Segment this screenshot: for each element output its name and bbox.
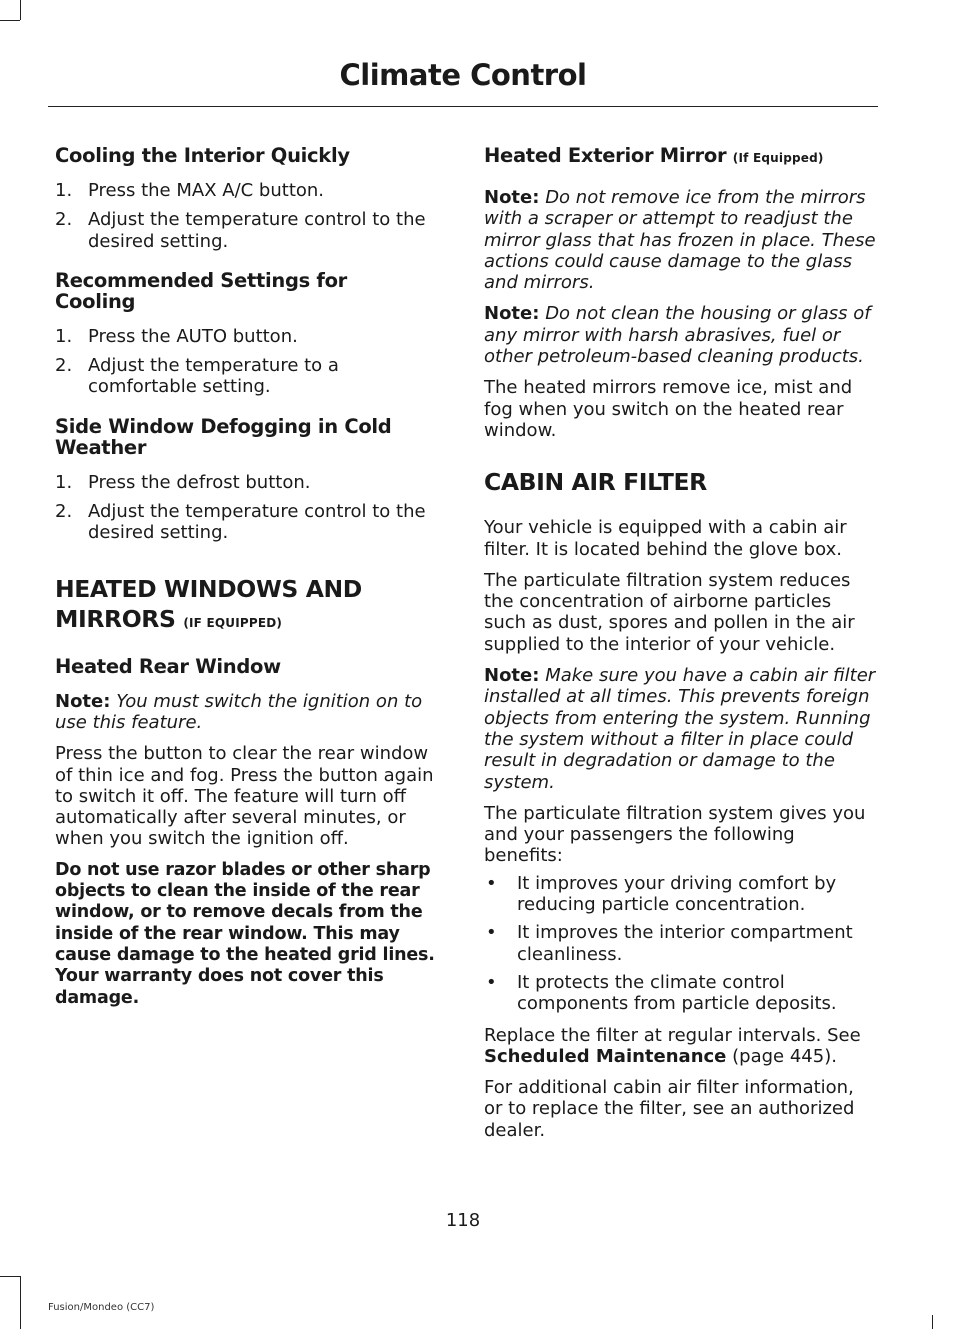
list-item xyxy=(484,922,876,965)
step-number: 1. xyxy=(55,180,73,201)
bullet-icon: • xyxy=(486,922,497,944)
scheduled-maintenance-link[interactable]: Scheduled Maintenance xyxy=(484,1045,727,1067)
heading-text: Heated Exterior Mirror xyxy=(484,144,727,167)
section-heading-cooling-quick: Cooling the Interior Quickly xyxy=(55,144,350,167)
bullet-icon: • xyxy=(486,872,497,894)
note-label: Note: xyxy=(484,187,540,208)
note-text: Do not clean the housing or glass of any mirror with harsh abrasives, fuel or other petroleum-based cleaning products. xyxy=(484,303,871,368)
list-item xyxy=(55,180,447,201)
note-label: Note: xyxy=(484,665,540,687)
list-item-text: It protects the climate control components from particle deposits. xyxy=(517,971,837,1015)
bullet-icon: • xyxy=(486,971,497,993)
crop-mark xyxy=(20,1276,21,1329)
page-number: 118 xyxy=(445,1210,481,1231)
if-equipped-qualifier: (IF EQUIPPED) xyxy=(183,615,283,630)
step-text: Press the AUTO button. xyxy=(88,325,298,347)
section-heading-recommended: Recommended Settings for Cooling xyxy=(55,268,348,313)
note xyxy=(484,665,876,793)
left-column xyxy=(55,145,447,1019)
paragraph: Your vehicle is equipped with a cabin air filter. It is located behind the glove box. xyxy=(484,517,847,560)
list-item xyxy=(55,355,447,398)
replace-text: Replace the filter at regular intervals. See xyxy=(484,1024,861,1046)
section-heading-defog: Side Window Defogging in Cold Weather xyxy=(55,414,392,459)
heading-line: MIRRORS xyxy=(55,604,176,633)
warning-text: Do not use razor blades or other sharp objects to clean the inside of the rear window, or to remove decals from the inside of the rear window. This may cause damage to the heated grid lines. Your warranty does not cover this damage. xyxy=(55,859,435,1008)
note-label: Note: xyxy=(484,303,540,325)
if-equipped-qualifier: (If Equipped) xyxy=(732,151,824,165)
paragraph: For additional cabin air filter information, or to replace the filter, see an authorized dealer. xyxy=(484,1077,855,1141)
note-text: Do not remove ice from the mirrors with a scraper or attempt to readjust the mirror glass that has frozen in place. These actions could cause damage to the glass and mirrors. xyxy=(484,187,876,294)
section-heading-rear-window: Heated Rear Window xyxy=(55,654,281,678)
crop-mark xyxy=(0,20,20,21)
step-number: 1. xyxy=(55,325,73,347)
list-item xyxy=(55,326,447,347)
paragraph: The particulate filtration system gives you and your passengers the following benefits: xyxy=(484,802,866,867)
note-text: You must switch the ignition on to use this feature. xyxy=(55,690,423,733)
list-item xyxy=(55,501,447,544)
list-item xyxy=(484,873,876,916)
crop-mark xyxy=(932,1315,933,1329)
footer-model-label: Fusion/Mondeo (CC7) xyxy=(48,1302,155,1313)
note xyxy=(484,187,876,293)
list-item xyxy=(484,972,876,1015)
list-item-text: It improves your driving comfort by reducing particle concentration. xyxy=(517,872,837,916)
step-text: Press the defrost button. xyxy=(88,471,311,493)
paragraph xyxy=(484,1025,876,1068)
step-text: Press the MAX A/C button. xyxy=(88,180,325,201)
step-text: Adjust the temperature to a comfortable setting. xyxy=(88,355,339,398)
section-heading-heated-mirror xyxy=(484,145,876,169)
list-item xyxy=(55,472,447,493)
crop-mark xyxy=(0,1276,20,1277)
right-column xyxy=(484,145,876,1151)
benefits-list xyxy=(484,873,876,1015)
step-number: 2. xyxy=(55,209,73,231)
list-item xyxy=(55,209,447,252)
crop-mark xyxy=(20,0,21,20)
step-number: 2. xyxy=(55,355,73,377)
page-reference: (page 445). xyxy=(732,1045,837,1067)
note-text: Make sure you have a cabin air filter installed at all times. This prevents foreign objects from entering the system. Running the system without a filter in place could result in degradation or damage to the system. xyxy=(484,665,876,793)
section-heading-heated-windows xyxy=(55,574,447,638)
title-divider xyxy=(48,106,878,107)
list-item-text: It improves the interior compartment cleanliness. xyxy=(517,922,853,965)
note xyxy=(484,303,876,367)
note-label: Note: xyxy=(55,690,111,712)
step-number: 1. xyxy=(55,471,73,493)
paragraph: The particulate filtration system reduces the concentration of airborne particles such as dust, spores and pollen in the air supplied to the interior of your vehicle. xyxy=(484,569,855,655)
recommended-steps xyxy=(55,326,447,398)
step-text: Adjust the temperature control to the desired setting. xyxy=(88,209,426,252)
heading-line: HEATED WINDOWS AND xyxy=(55,574,362,603)
note xyxy=(55,691,447,734)
defog-steps xyxy=(55,472,447,544)
page-title: Climate Control xyxy=(339,58,587,92)
step-number: 2. xyxy=(55,501,73,523)
paragraph: Press the button to clear the rear window of thin ice and fog. Press the button again to switch it off. The feature will turn off automatically after several minutes, or when you switch the ignition off. xyxy=(55,743,434,850)
cooling-quick-steps xyxy=(55,180,447,252)
step-text: Adjust the temperature control to the desired setting. xyxy=(88,501,426,544)
paragraph: The heated mirrors remove ice, mist and fog when you switch on the heated rear window. xyxy=(484,377,853,441)
section-heading-cabin-air-filter: CABIN AIR FILTER xyxy=(484,468,707,497)
